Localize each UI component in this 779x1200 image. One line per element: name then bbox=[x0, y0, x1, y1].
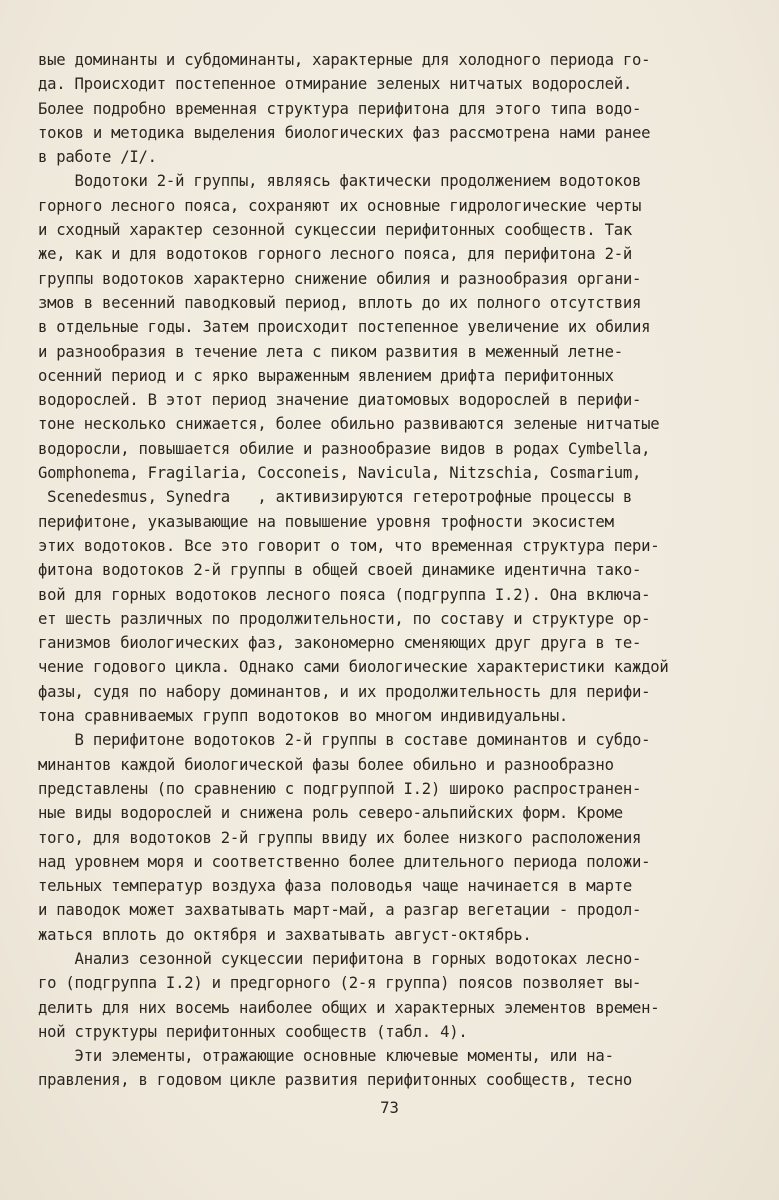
text-line: группы водотоков характерно снижение обилия и разнообразия органи- bbox=[38, 269, 642, 288]
text-line: водоросли, повышается обилие и разнообразие видов в родах Cymbella, bbox=[38, 439, 651, 458]
text-line: фитона водотоков 2-й группы в общей своей динамике идентична тако- bbox=[38, 561, 642, 580]
text-line: и паводок может захватывать март-май, а разгар вегетации - продол- bbox=[38, 901, 642, 920]
text-line: над уровнем моря и соответственно более длительного периода положи- bbox=[38, 852, 651, 871]
text-line: представлены (по сравнению с подгруппой I.2) широко распространен- bbox=[38, 779, 642, 798]
text-line: Более подробно временная структура перифитона для этого типа водо- bbox=[38, 99, 642, 118]
text-line: Эти элементы, отражающие основные ключевые моменты, или на- bbox=[38, 1047, 614, 1066]
text-line: того, для водотоков 2-й группы ввиду их более низкого расположения bbox=[38, 828, 642, 847]
text-line: да. Происходит постепенное отмирание зеленых нитчатых водорослей. bbox=[38, 75, 632, 94]
text-line: го (подгруппа I.2) и предгорного (2-я группа) поясов позволяет вы- bbox=[38, 974, 642, 993]
page-number: 73 bbox=[380, 1099, 399, 1117]
text-line: делить для них восемь наиболее общих и характерных элементов времен- bbox=[38, 998, 660, 1017]
text-line: вые доминанты и субдоминанты, характерные для холодного периода го- bbox=[38, 51, 651, 69]
text-line: вой для горных водотоков лесного пояса (подгруппа I.2). Она включа- bbox=[38, 585, 651, 604]
text-line: ные виды водорослей и снижена роль северо-альпийских форм. Кроме bbox=[38, 804, 623, 823]
text-line: правления, в годовом цикле развития перифитонных сообществ, тесно bbox=[38, 1071, 632, 1090]
text-line: водорослей. В этот период значение диатомовых водорослей в перифи- bbox=[38, 391, 642, 410]
body-text bbox=[38, 48, 738, 1093]
text-line: тоне несколько снижается, более обильно развиваются зеленые нитчатые bbox=[38, 415, 660, 434]
text-line: горного лесного пояса, сохраняют их основные гидрологические черты bbox=[38, 196, 642, 215]
text-line: в отдельные годы. Затем происходит постепенное увеличение их обилия bbox=[38, 318, 651, 337]
text-line: ганизмов биологических фаз, закономерно сменяющих друг друга в те- bbox=[38, 634, 642, 653]
text-line: змов в весенний паводковый период, вплоть до их полного отсутствия bbox=[38, 293, 642, 312]
text-line: Водотоки 2-й группы, являясь фактически продолжением водотоков bbox=[38, 172, 642, 191]
text-line: фазы, судя по набору доминантов, и их продолжительность для перифи- bbox=[38, 682, 651, 701]
text-line: ной структуры перифитонных сообществ (табл. 4). bbox=[38, 1022, 468, 1041]
text-line: тона сравниваемых групп водотоков во многом индивидуальны. bbox=[38, 707, 569, 726]
text-line: Scenedesmus, Synedra , активизируются гетеротрофные процессы в bbox=[38, 488, 632, 507]
text-line: жаться вплоть до октября и захватывать август-октябрь. bbox=[38, 925, 532, 944]
text-line: осенний период и с ярко выраженным явлением дрифта перифитонных bbox=[38, 366, 614, 385]
text-line: этих водотоков. Все это говорит о том, что временная структура пери- bbox=[38, 536, 660, 555]
text-line: Анализ сезонной сукцессии перифитона в горных водотоках лесно- bbox=[38, 949, 642, 968]
text-line: чение годового цикла. Однако сами биологические характеристики каждой bbox=[38, 658, 669, 677]
text-line: В перифитоне водотоков 2-й группы в составе доминантов и субдо- bbox=[38, 731, 651, 750]
text-line: Gomphonema, Fragilaria, Cocconeis, Navicula, Nitzschia, Cosmarium, bbox=[38, 464, 642, 483]
text-line: и разнообразия в течение лета с пиком развития в меженный летне- bbox=[38, 342, 623, 361]
text-line: тельных температур воздуха фаза половодья чаще начинается в марте bbox=[38, 877, 632, 896]
text-line: же, как и для водотоков горного лесного пояса, для перифитона 2-й bbox=[38, 245, 632, 264]
text-line: и сходный характер сезонной сукцессии перифитонных сообществ. Так bbox=[38, 221, 632, 240]
text-line: ет шесть различных по продолжительности, по составу и структуре ор- bbox=[38, 609, 651, 628]
text-line: токов и методика выделения биологических фаз рассмотрена нами ранее bbox=[38, 123, 651, 142]
text-line: перифитоне, указывающие на повышение уровня трофности экосистем bbox=[38, 512, 614, 531]
text-line: минантов каждой биологической фазы более обильно и разнообразно bbox=[38, 755, 614, 774]
text-line: в работе /I/. bbox=[38, 148, 157, 167]
